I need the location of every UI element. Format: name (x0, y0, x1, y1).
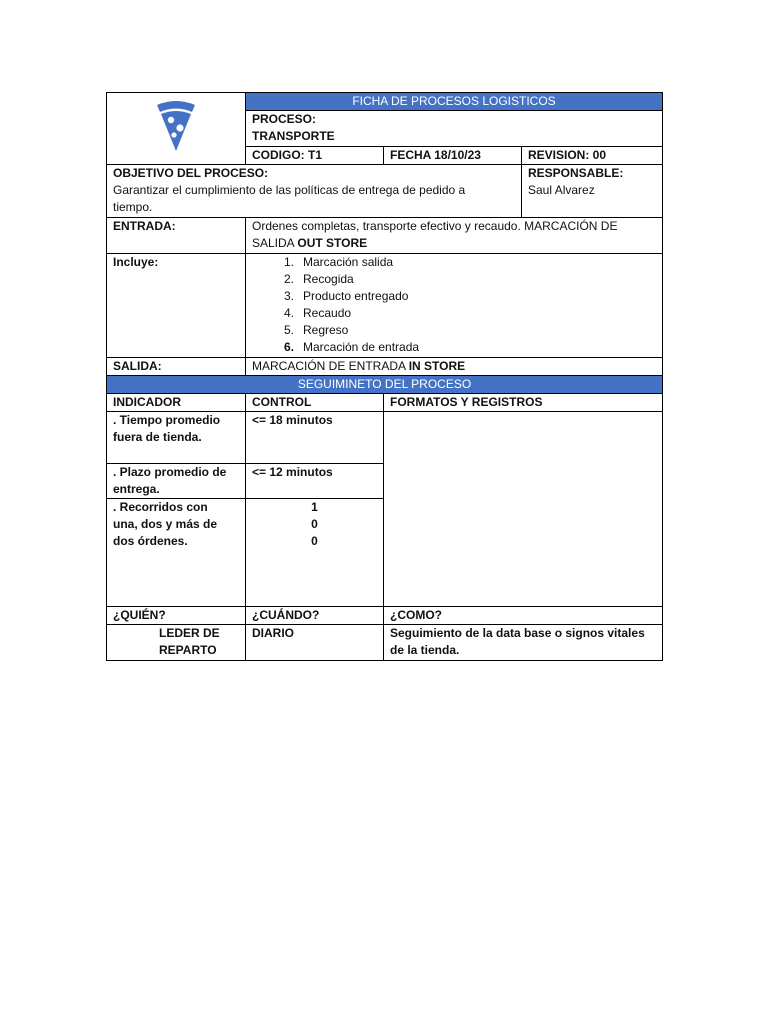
seguimiento-title: SEGUIMINETO DEL PROCESO (107, 376, 663, 394)
codigo: CODIGO: T1 (246, 147, 384, 165)
indicador-3 (107, 499, 246, 607)
fecha (384, 147, 522, 165)
control-2: <= 12 minutos (246, 464, 384, 499)
col-formatos: FORMATOS Y REGISTROS (384, 394, 663, 412)
indicador-2: . Plazo promedio de entrega. (107, 464, 246, 499)
entrada-cell (246, 218, 663, 254)
col-control: CONTROL (246, 394, 384, 412)
quien-label: ¿QUIÉN? (107, 607, 246, 625)
salida-label: SALIDA: (107, 358, 246, 376)
responsable-label: RESPONSABLE: (528, 166, 624, 180)
control-1: <= 18 minutos (246, 412, 384, 464)
item-number: 4. (283, 306, 294, 320)
entrada-text: Ordenes completas, transporte efectivo y recaudo. MARCACIÓN DE SALIDA (252, 219, 618, 250)
item-text: Marcación salida (303, 255, 394, 269)
fecha-text: FECHA 18/10/23 (390, 148, 481, 162)
item-text: Recogida (303, 272, 354, 286)
salida-cell (246, 358, 663, 376)
list-item (252, 288, 656, 305)
revision-text: REVISION: 00 (528, 148, 607, 162)
proceso-label: PROCESO: (252, 112, 317, 126)
objetivo-cell (107, 165, 522, 218)
col-indicador: INDICADOR (107, 394, 246, 412)
item-text: Producto entregado (303, 289, 409, 303)
revision (522, 147, 663, 165)
indicador-1: . Tiempo promedio fuera de tienda. (107, 412, 246, 464)
item-number: 1. (283, 255, 294, 269)
incluye-list (252, 254, 656, 356)
item-number: 6. (283, 340, 294, 354)
item-text: Recaudo (303, 306, 352, 320)
salida-bold: IN STORE (408, 359, 466, 373)
list-item (252, 254, 656, 271)
incluye-cell (246, 254, 663, 358)
list-item (252, 322, 656, 339)
como-label: ¿COMO? (384, 607, 663, 625)
control-3 (246, 499, 384, 607)
objetivo-text: Garantizar el cumplimiento de las políticas de entrega de pedido a tiempo. (113, 183, 466, 214)
incluye-label: Incluye: (107, 254, 246, 358)
indicador-3-text: . Recorridos con una, dos y más de dos órdenes. (113, 500, 218, 548)
control-value: 1 (311, 500, 318, 514)
process-sheet (106, 92, 663, 661)
como-value: Seguimiento de la data base o signos vitales de la tienda. (384, 625, 663, 661)
entrada-label: ENTRADA: (107, 218, 246, 254)
objetivo-label: OBJETIVO DEL PROCESO: (113, 166, 269, 180)
item-number: 5. (283, 323, 294, 337)
responsable-cell (522, 165, 663, 218)
control-value: 0 (311, 534, 318, 548)
formatos-cell (384, 412, 663, 607)
control-value: 0 (311, 517, 318, 531)
proceso-cell (246, 111, 663, 147)
responsable-name: Saul Alvarez (528, 183, 595, 197)
item-number: 3. (283, 289, 294, 303)
list-item (252, 305, 656, 322)
item-number: 2. (283, 272, 294, 286)
quien-value (107, 625, 246, 661)
pizza-slice-icon (154, 99, 198, 153)
list-item (252, 271, 656, 288)
quien-value-text: LEDER DE REPARTO (159, 626, 220, 657)
item-text: Marcación de entrada (303, 340, 420, 354)
list-item (252, 339, 656, 356)
entrada-bold: OUT STORE (297, 236, 368, 250)
item-text: Regreso (303, 323, 349, 337)
proceso-value: TRANSPORTE (252, 129, 335, 143)
cuando-value: DIARIO (246, 625, 384, 661)
logo-cell (107, 93, 246, 165)
salida-text: MARCACIÓN DE ENTRADA (252, 359, 409, 373)
cuando-label: ¿CUÁNDO? (246, 607, 384, 625)
sheet-title: FICHA DE PROCESOS LOGISTICOS (246, 93, 663, 111)
